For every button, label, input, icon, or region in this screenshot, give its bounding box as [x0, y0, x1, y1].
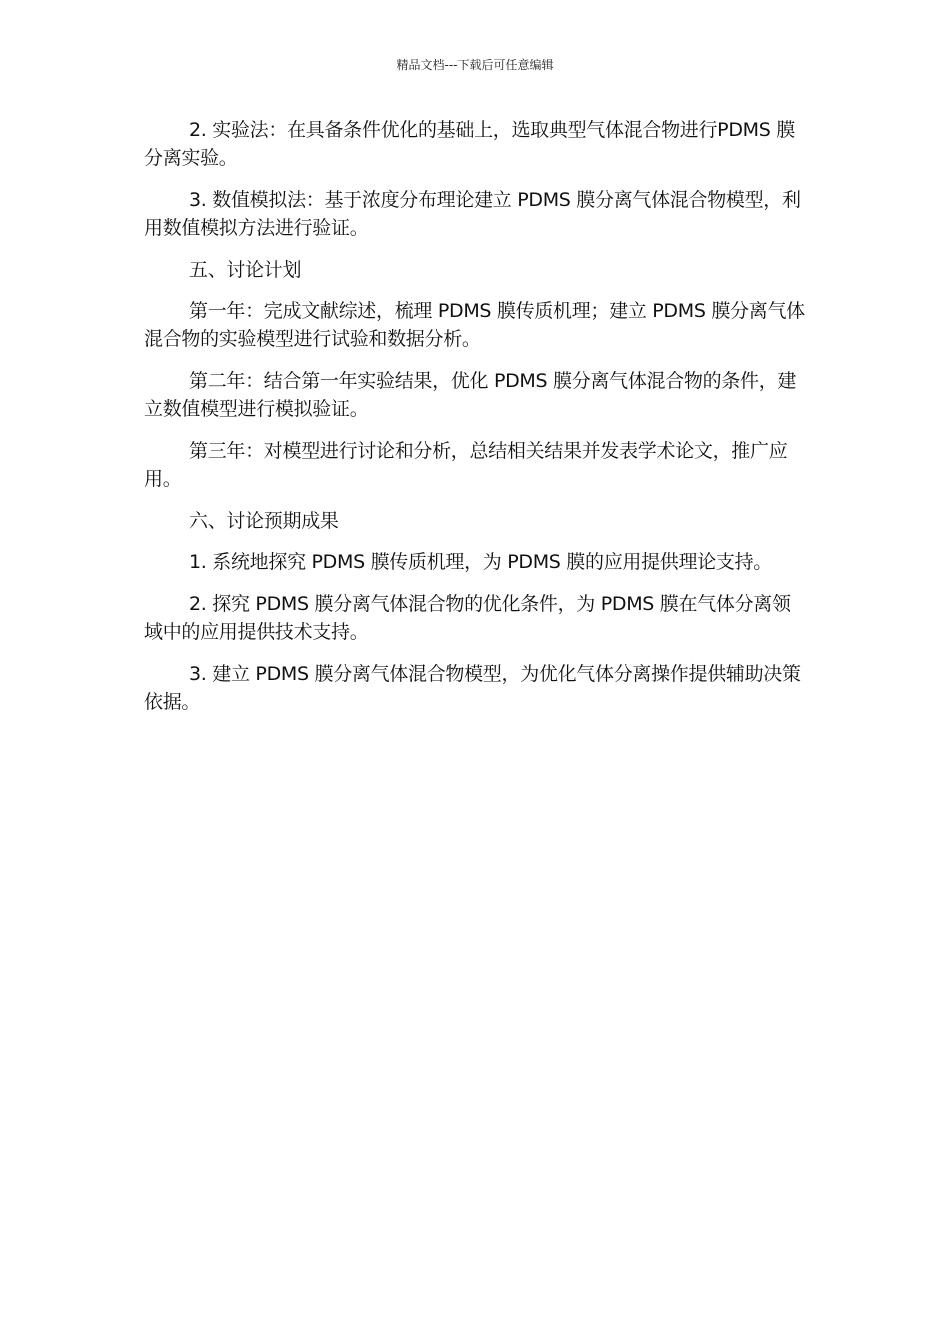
outcome-item-3: 3. 建立 PDMS 膜分离气体混合物模型，为优化气体分离操作提供辅助决策依据。	[144, 663, 801, 713]
method-experiment-paragraph: 2. 实验法：在具备条件优化的基础上，选取典型气体混合物进行PDMS 膜分离实验。	[144, 119, 795, 169]
method-simulation-paragraph: 3. 数值模拟法：基于浓度分布理论建立 PDMS 膜分离气体混合物模型，利用数值模拟方法进行验证。	[144, 189, 801, 239]
plan-year-two-paragraph: 第二年：结合第一年实验结果，优化 PDMS 膜分离气体混合物的条件，建立数值模型进行模拟验证。	[144, 370, 797, 420]
plan-year-one-paragraph: 第一年：完成文献综述，梳理 PDMS 膜传质机理；建立 PDMS 膜分离气体混合物的实验模型进行试验和数据分析。	[144, 300, 805, 350]
document-body	[144, 116, 806, 730]
outcome-item-2: 2. 探究 PDMS 膜分离气体混合物的优化条件，为 PDMS 膜在气体分离领域中的应用提供技术支持。	[144, 593, 791, 643]
section-heading-plan: 五、讨论计划	[189, 259, 302, 281]
page-header: 精品文档---下载后可任意编辑	[396, 58, 554, 72]
outcome-item-1: 1. 系统地探究 PDMS 膜传质机理，为 PDMS 膜的应用提供理论支持。	[189, 551, 773, 573]
section-heading-outcomes: 六、讨论预期成果	[189, 510, 339, 532]
plan-year-three-paragraph: 第三年：对模型进行讨论和分析，总结相关结果并发表学术论文，推广应用。	[144, 440, 788, 490]
